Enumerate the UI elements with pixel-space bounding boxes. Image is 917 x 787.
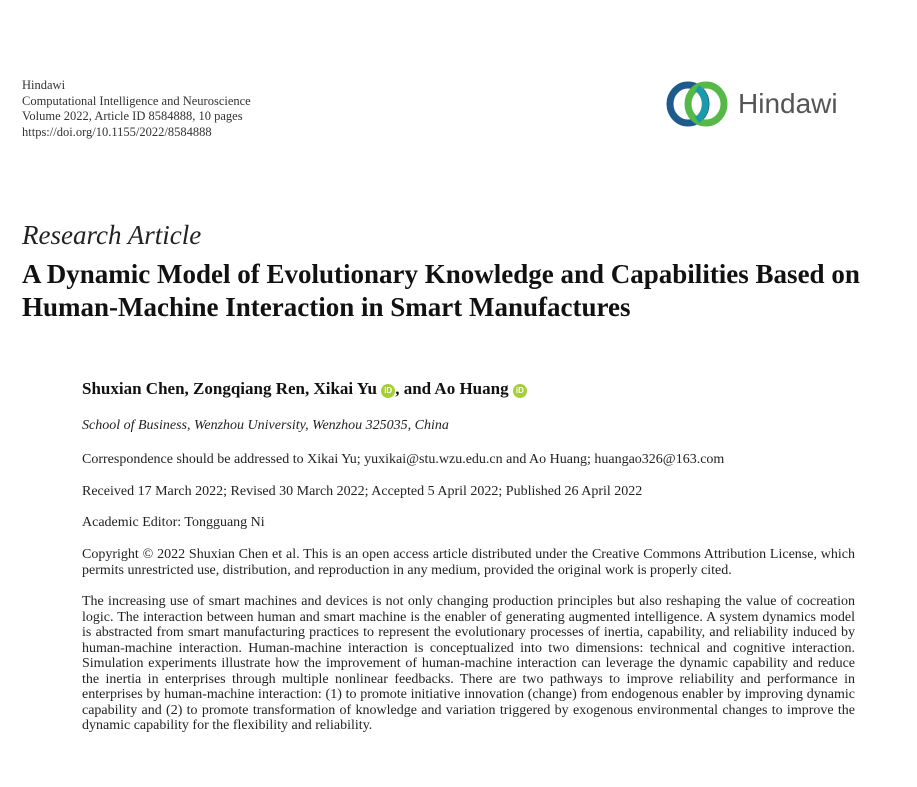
correspondence: Correspondence should be addressed to Xikai Yu; yuxikai@stu.wzu.edu.cn and Ao Huang; huangao326@163.com [82, 452, 725, 467]
article-title: A Dynamic Model of Evolutionary Knowledge and Capabilities Based on Human-Machine Interaction in Smart Manufactures [22, 259, 860, 322]
journal-header [22, 78, 251, 140]
journal-name: Computational Intelligence and Neuroscience [22, 93, 251, 108]
author-list [82, 381, 855, 398]
copyright-notice: Copyright © 2022 Shuxian Chen et al. This is an open access article distributed under the Creative Commons Attribution License, which permits unrestricted use, distribution, and reproduction in any medium, provided the original work is properly cited. [82, 547, 855, 578]
academic-editor: Academic Editor: Tongguang Ni [82, 515, 265, 530]
orcid-icon[interactable]: iD [513, 384, 527, 398]
logo-wordmark: Hindawi [738, 88, 838, 119]
article-type: Research Article [22, 220, 202, 250]
affiliation: School of Business, Wenzhou University, Wenzhou 325035, China [82, 418, 449, 433]
volume-info: Volume 2022, Article ID 8584888, 10 pages [22, 109, 243, 123]
authors-second: , and Ao Huang [395, 379, 509, 398]
publisher-name: Hindawi [22, 78, 66, 92]
hindawi-rings-icon [664, 78, 730, 130]
publication-dates: Received 17 March 2022; Revised 30 March 2022; Accepted 5 April 2022; Published 26 April 2022 [82, 484, 643, 499]
authors-first: Shuxian Chen, Zongqiang Ren, Xikai Yu [82, 379, 377, 398]
doi-link[interactable]: https://doi.org/10.1155/2022/8584888 [22, 124, 212, 139]
orcid-icon[interactable]: iD [381, 384, 395, 398]
abstract: The increasing use of smart machines and devices is not only changing production principles but also reshaping the value of cocreation logic. The interaction between human and smart machine is the enabler of generating augmented intelligence. A system dynamics model is abstracted from smart manufacturing practices to represent the evolutionary processes of inertia, capability, and reliability induced by human-machine interaction. Human-machine interaction is conceptualized into two dimensions: technical and cognitive interaction. Simulation experiments illustrate how the improvement of human-machine interaction can leverage the dynamic capability and reduce the inertia in enterprises through multiple nonlinear feedbacks. There are two pathways to improve reliability and performance in enterprises by human-machine interaction: (1) to promote initiative innovation (change) from endogenous enabler by improving dynamic capability and (2) to promote transformation of knowledge and variation triggered by exogenous environmental changes to improve the dynamic capability for the flexibility and reliability. [82, 594, 855, 733]
hindawi-logo[interactable] [664, 78, 864, 130]
